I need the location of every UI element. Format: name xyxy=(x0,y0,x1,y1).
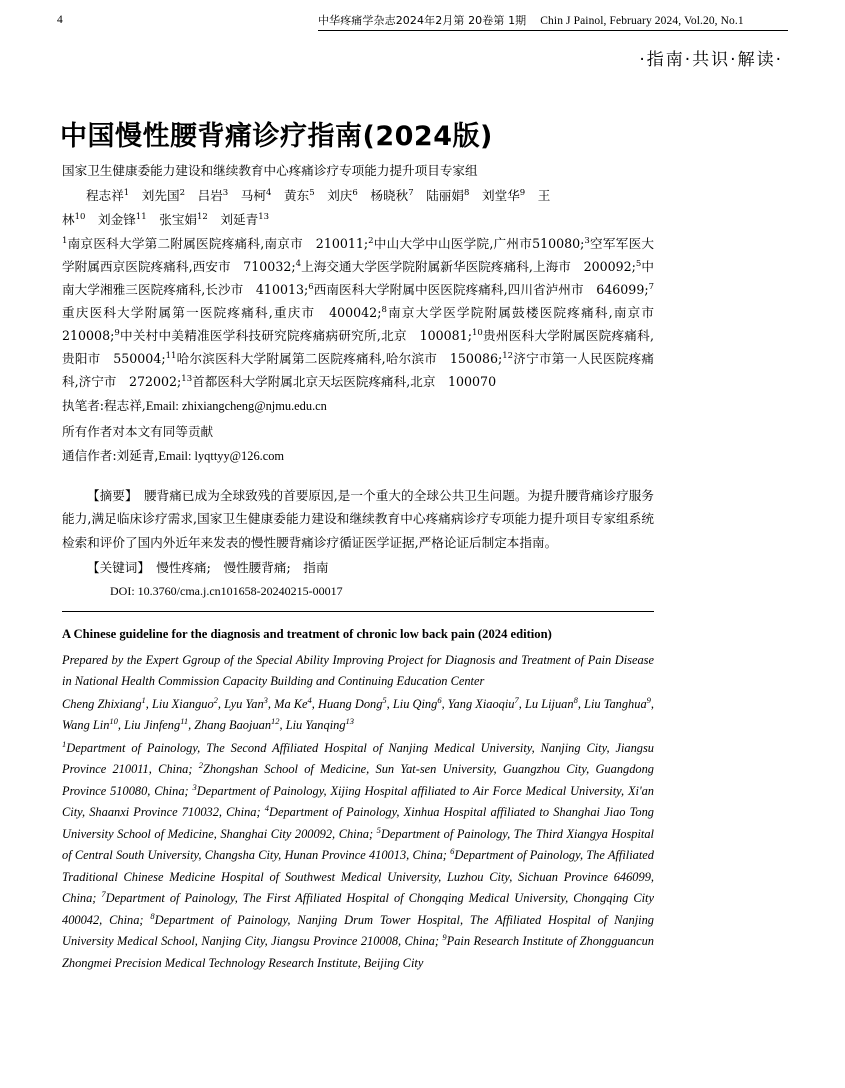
equal-contribution-note: 所有作者对本文有同等贡献 xyxy=(62,423,214,439)
english-front-matter xyxy=(62,650,654,975)
abstract-text: 腰背痛已成为全球致残的首要原因,是一个重大的全球公共卫生问题。为提升腰背痛诊疗服务能力,满足临床诊疗需求,国家卫生健康委能力建设和继续教育中心疼痛病诊疗专项能力提升项目专家组系统检索和评价了国内外近年来发表的慢性腰背痛诊疗循证医学证据,严格论证后制定本指南。 xyxy=(62,487,654,550)
english-author-list: Cheng Zhixiang$^1$, Liu Xianguo$^2$, Lyu Yan$^3$, Ma Ke$^4$, Huang Dong$^5$, Liu Qing$^6$, Yang Xiaoqiu$^7$, Lu Lijuan$^8$, Liu Tanghua$^9$, Wang Lin$^{10}$, Liu Jinfeng$^{11}$, Zhang Baojuan$^{12}$, Liu Yanqing$^{13}$ xyxy=(62,694,654,732)
english-prepared-by: Prepared by the Expert Ggroup of the Special Ability Improving Project for Diagnosis and Treatment of Pain Disease in National Health Commission Capacity Building and Continuing Education Center xyxy=(62,652,654,688)
keywords-text: 慢性疼痛; 慢性腰背痛; 指南 xyxy=(143,560,329,575)
page-number: 4 xyxy=(57,14,63,26)
writer-contact: 执笔者:程志祥,Email: zhixiangcheng@njmu.edu.cn xyxy=(62,398,327,413)
affiliation-list-cn: $^1$南京医科大学第二附属医院疼痛科,南京市 210011;$^2$中山大学中山医学院,广州市510080;$^3$空军军医大学附属西京医院疼痛科,西安市 710032;$^4$上海交通大学医学院附属新华医院疼痛科,上海市 200092;$^5$中南大学湘雅三医院疼痛科,长沙市 410013;$^6$西南医科大学附属中医医院疼痛科,四川省泸州市 646099;$^7$重庆医科大学附属第一医院疼痛科,重庆市 400042;$^8$南京大学医学院附属鼓楼医院疼痛科,南京市 210008;$^9$中关村中美精准医学科技研究院疼痛病研究所,北京 100081;$^{10}$贵州医科大学附属医院疼痛科,贵阳市 550004;$^{11}$哈尔滨医科大学附属第二医院疼痛科,哈尔滨市 150086;$^{12}$济宁市第一人民医院疼痛科,济宁市 272002;$^{13}$首都医科大学附属北京天坛医院疼痛科,北京 100070 xyxy=(62,235,667,389)
corresponding-author: 通信作者:刘延青,Email: lyqttyy@126.com xyxy=(62,448,285,463)
journal-title-cn: 中华疼痛学杂志2024年2月第 20卷第 1期 xyxy=(318,14,527,27)
author-group: 国家卫生健康委能力建设和继续教育中心疼痛诊疗专项能力提升项目专家组 xyxy=(62,163,478,178)
page-title: 中国慢性腰背痛诊疗指南(2024版) xyxy=(60,121,493,153)
english-affiliation-list: $^1$Department of Painology, The Second Affiliated Hospital of Nanjing Medical University, Nanjing City, Jiangsu Province 210011, China; $^2$Zhongshan School of Medicine, Sun Yat-sen University, Guangzhou City, Guangdong Province 510080, China; $^3$Department of Painology, Xijing Hospital affiliated to Air Force Medical University, Xi'an City, Shaanxi Province 710032, China; $^4$Department of Painology, Xinhua Hospital affiliated to Shanghai Jiao Tong University School of Medicine, Shanghai City 200092, China; $^5$Department of Painology, The Third Xiangya Hospital of Central South University, Changsha City, Hunan Province 410013, China; $^6$Department of Painology, The Affiliated Traditional Chinese Medicine Hospital of Southwest Medical University, Luzhou City, Sichuan Province 646099, China; $^7$Department of Painology, The First Affiliated Hospital of Chongqing Medical University, Chongqing City 400042, China; $^8$Department of Painology, Nanjing Drum Tower Hospital, The Affiliated Hospital of Nanjing University Medical School, Nanjing City, Jiangsu Province 210008, China; $^9$Pain Research Institute of Zhongguancun Zhongmei Precision Medical Technology Research Institute, Beijing City xyxy=(62,738,655,970)
doi-line: DOI: 10.3760/cma.j.cn101658-20240215-00017 xyxy=(110,583,343,598)
author-list-line-1: 程志祥$^1$ 刘先国$^2$ 吕岩$^3$ 马柯$^4$ 黄东$^5$ 刘庆$^6$ 杨晓秋$^7$ 陆丽娟$^8$ 刘堂华$^9$ 王 xyxy=(86,187,551,203)
keywords-cn xyxy=(62,556,654,580)
abstract-cn xyxy=(62,484,654,555)
journal-title-en: Chin J Painol, February 2024, Vol.20, No.1 xyxy=(540,15,744,27)
journal-header xyxy=(318,12,788,28)
article-body xyxy=(62,160,667,975)
author-list-line-2: 林$^{10}$ 刘金锋$^{11}$ 张宝娟$^{12}$ 刘延青$^{13}$ xyxy=(62,211,270,227)
keywords-label: 【关键词】 xyxy=(87,560,144,575)
english-title: A Chinese guideline for the diagnosis and treatment of chronic low back pain (2024 edition) xyxy=(62,626,552,641)
running-head xyxy=(0,10,845,36)
header-divider xyxy=(318,30,788,31)
abstract-label: 【摘要】 xyxy=(87,487,132,503)
section-divider xyxy=(62,611,654,612)
article-category: ·指南·共识·解读· xyxy=(639,50,783,70)
